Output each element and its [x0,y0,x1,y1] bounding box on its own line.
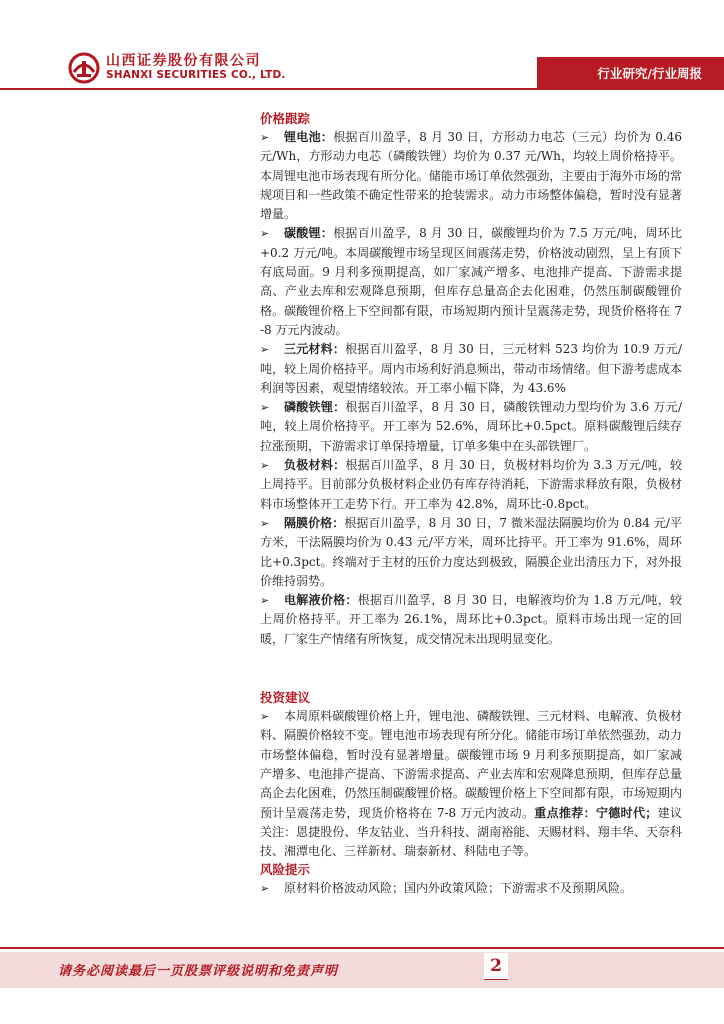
investment-highlight: 重点推荐：宁德时代； [534,805,658,820]
price-item-ternary-material [260,340,682,398]
price-item-anode [260,456,682,514]
arrow-bullet-icon: ➢ [260,227,270,241]
footer-divider [0,947,724,949]
arrow-bullet-icon: ➢ [260,343,270,357]
arrow-bullet-icon: ➢ [260,401,270,415]
item-text: 根据百川盈孚，8 月 30 日，磷酸铁锂动力型均价为 3.6 万元/吨，较上周价格持平。开工率为 52.6%，周环比+0.5pct。原料碳酸锂后续存拉涨预期，下游需求订单保持增量，订单多集中在头部铁锂厂。 [260,400,682,453]
item-label: 磷酸铁锂： [284,400,346,415]
report-type: 行业研究/行业周报 [597,66,702,81]
risk-text: 原材料价格波动风险；国内外政策风险；下游需求不及预期风险。 [284,881,633,896]
arrow-bullet-icon: ➢ [260,516,270,530]
item-label: 碳酸锂： [284,226,334,241]
arrow-bullet-icon: ➢ [260,882,270,896]
item-label: 隔膜价格： [284,515,345,530]
arrow-bullet-icon: ➢ [260,131,270,144]
item-label: 三元材料： [284,342,346,357]
item-label: 锂电池： [284,130,334,144]
investment-text-before: 本周原料碳酸锂价格上升，锂电池、磷酸铁锂、三元材料、电解液、负极材料、隔膜价格较不变。锂电池市场表现有所分化。储能市场订单依然强劲，动力市场整体偏稳，暂时没有显著增量。碳酸锂市场 9 月利多预期提高，如厂家减产增多、电池排产提高、下游需求提高、产业去库和宏观降息预期，但库存总量高企去化困难，仍然压制碳酸锂价格。碳酸锂价格上下空间都有限，市场短期内预计呈震荡走势，现货价格将在 7-8 万元内波动。 [260,709,682,820]
section-title-price-tracking: 价格跟踪 [260,111,311,126]
price-item-lithium-carbonate [260,224,682,340]
item-text: 根据百川盈孚，8 月 30 日，7 微米湿法隔膜均价为 0.84 元/平方米，干法隔膜均价为 0.43 元/平方米，周环比持平。开工率为 91.6%，周环比+0.3pct。终端对于主材的压价力度达到极致，隔膜企业出清压力下，对外报价维持弱势。 [260,515,682,588]
price-item-separator [260,514,682,591]
item-text: 根据百川盈孚，8 月 30 日，方形动力电芯（三元）均价为 0.46 元/Wh，方形动力电芯（磷酸铁锂）均价为 0.37 元/Wh，均较上周价格持平。本周锂电池市场表现有所分化。储能市场订单依然强劲，主要由于海外市场的常规项目和一些政策不确定性带来的抢装需求。动力市场整体偏稳，暂时没有显著增量。 [260,130,682,222]
company-logo-icon [68,52,100,84]
company-name-en: SHANXI SECURITIES CO., LTD. [106,69,286,81]
item-text: 根据百川盈孚，8 月 30 日，电解液均价为 1.8 万元/吨，较上周价格持平。开工率为 26.1%，周环比+0.3pct。原料市场出现一定的回暖，厂家生产情绪有所恢复，成交情况未出现明显变化。 [260,593,682,646]
arrow-bullet-icon: ➢ [260,459,270,473]
item-label: 电解液价格： [284,593,358,608]
item-label: 负极材料： [284,458,346,473]
price-item-lfp [260,398,682,456]
item-text: 根据百川盈孚，8 月 30 日，碳酸锂均价为 7.5 万元/吨，周环比+0.2 万元/吨。本周碳酸锂市场呈现区间震荡走势，价格波动剧烈，呈上有顶下有底局面。9 月利多预期提高，如厂家减产增多、电池排产提高、下游需求提高、产业去库和宏观降息预期，但库存总量高企去化困难，仍然压制碳酸锂价格。碳酸锂价格上下空间都有限，市场短期内预计呈震荡走势，现货价格将在 7-8 万元内波动。 [260,226,682,337]
item-text: 根据百川盈孚，8 月 30 日，三元材料 523 均价为 10.9 万元/吨，较上周价格持平。周内市场利好消息频出，带动市场情绪。但下游考虑成本利润等因素，观望情绪较浓。开工率小幅下降，为 43.6% [260,342,682,395]
page-number: 2 [484,953,508,980]
item-text: 根据百川盈孚，8 月 30 日，负极材料均价为 3.3 万元/吨，较上周持平。目前部分负极材料企业仍有库存待消耗，下游需求释放有限，负极材料市场整体开工走势下行。开工率为 42.8%，周环比-0.8pct。 [260,458,682,511]
price-item-lithium-battery [260,128,682,224]
section-title-risk: 风险提示 [260,862,311,878]
investment-paragraph [260,707,682,861]
price-item-electrolyte [260,591,682,649]
risk-paragraph [260,879,682,898]
footer-disclaimer: 请务必阅读最后一页股票评级说明和免责声明 [58,964,339,979]
section-gap [260,649,682,689]
page-header [0,0,724,92]
section-title-investment: 投资建议 [260,690,311,706]
header-divider [0,88,724,90]
investment-text-after: 建议关注：恩捷股份、华友钴业、当升科技、湖南裕能、天赐材料、翔丰华、天奈科技、湘潭电化、三祥新材、瑞泰新材、科陆电子等。 [260,805,682,859]
company-name-cn: 山西证券股份有限公司 [106,53,261,69]
main-content [260,110,682,899]
arrow-bullet-icon: ➢ [260,594,270,608]
header-band [537,57,724,88]
arrow-bullet-icon: ➢ [260,710,270,724]
